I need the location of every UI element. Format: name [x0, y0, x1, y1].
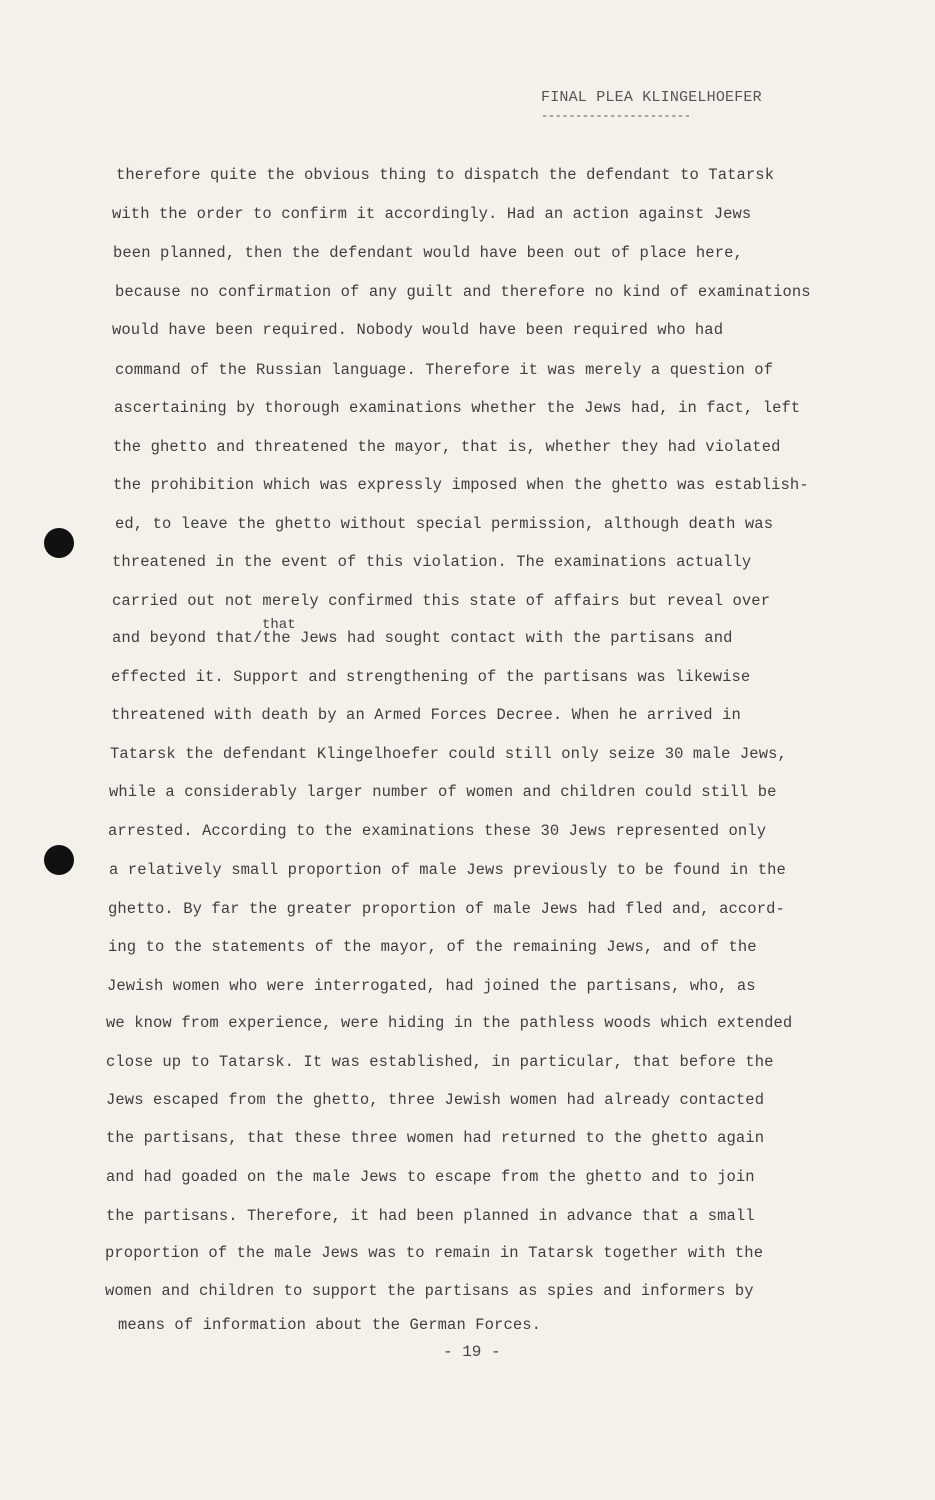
body-line: the partisans. Therefore, it had been planned in advance that a small	[106, 1207, 755, 1225]
body-line: means of information about the German Forces.	[118, 1316, 542, 1334]
body-line: ed, to leave the ghetto without special permission, although death was	[115, 515, 774, 533]
page-number: - 19 -	[443, 1343, 501, 1361]
body-line: the prohibition which was expressly imposed when the ghetto was establish-	[113, 476, 809, 494]
header-underline: ----------------------	[541, 109, 691, 123]
body-line: been planned, then the defendant would have been out of place here,	[113, 244, 743, 262]
punch-hole-top	[44, 528, 74, 558]
body-line: close up to Tatarsk. It was established, in particular, that before the	[106, 1053, 774, 1071]
body-line: proportion of the male Jews was to remain in Tatarsk together with the	[105, 1244, 764, 1262]
body-line: Jews escaped from the ghetto, three Jewish women had already contacted	[106, 1091, 765, 1109]
body-line: command of the Russian language. Therefore it was merely a question of	[115, 361, 774, 379]
body-line: we know from experience, were hiding in the pathless woods which extended	[106, 1014, 793, 1032]
document-header-title: FINAL PLEA KLINGELHOEFER	[541, 89, 762, 106]
body-line: arrested. According to the examinations these 30 Jews represented only	[108, 822, 767, 840]
punch-hole-bottom	[44, 845, 74, 875]
body-line: threatened with death by an Armed Forces Decree. When he arrived in	[111, 706, 741, 724]
body-line: the ghetto and threatened the mayor, that is, whether they had violated	[113, 438, 781, 456]
body-line: a relatively small proportion of male Jews previously to be found in the	[109, 861, 786, 879]
body-line: would have been required. Nobody would have been required who had	[112, 321, 724, 339]
body-line: the partisans, that these three women had returned to the ghetto again	[106, 1129, 765, 1147]
body-line: ascertaining by thorough examinations whether the Jews had, in fact, left	[114, 399, 801, 417]
body-line: and had goaded on the male Jews to escape from the ghetto and to join	[106, 1168, 755, 1186]
body-line: and beyond that/the Jews had sought contact with the partisans and	[112, 629, 733, 647]
body-line: carried out not merely confirmed this state of affairs but reveal over	[112, 592, 771, 610]
body-line: women and children to support the partisans as spies and informers by	[105, 1282, 754, 1300]
body-line: ghetto. By far the greater proportion of male Jews had fled and, accord-	[108, 900, 785, 918]
body-line: because no confirmation of any guilt and therefore no kind of examinations	[115, 283, 811, 301]
body-line: with the order to confirm it accordingly. Had an action against Jews	[112, 205, 752, 223]
body-line: ing to the statements of the mayor, of the remaining Jews, and of the	[108, 938, 757, 956]
body-line: Tatarsk the defendant Klingelhoefer could still only seize 30 male Jews,	[110, 745, 787, 763]
body-line: therefore quite the obvious thing to dispatch the defendant to Tatarsk	[116, 166, 775, 184]
body-line: Jewish women who were interrogated, had joined the partisans, who, as	[107, 977, 756, 995]
body-line: while a considerably larger number of women and children could still be	[109, 783, 777, 801]
body-line: effected it. Support and strengthening of the partisans was likewise	[111, 668, 751, 686]
body-line: threatened in the event of this violation. The examinations actually	[112, 553, 752, 571]
interlinear-insertion: that	[262, 617, 296, 633]
